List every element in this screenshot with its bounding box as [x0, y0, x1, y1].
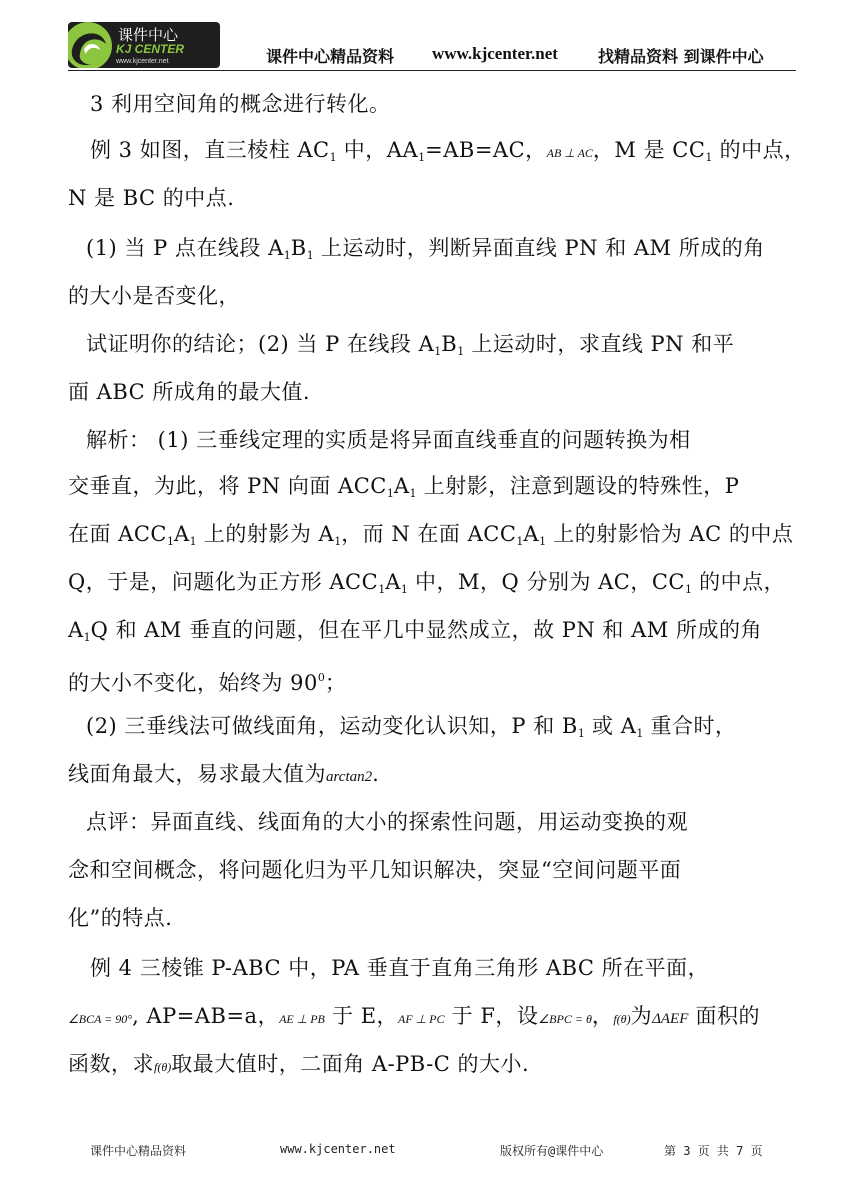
text-line: 交垂直，为此，将 PN 向面 $ACC_1A_1$ 上射影，注意到题设的特殊性，P: [68, 474, 740, 500]
logo-kj-text: KJ CENTER: [116, 42, 185, 56]
text-line: 试证明你的结论；(2) 当 P 在线段 $A_1B_1$ 上运动时，求直线 PN 和平: [86, 332, 735, 358]
header-title-url[interactable]: www.kjcenter.net: [432, 44, 558, 63]
math-expression: arctan2: [326, 769, 373, 785]
math-expression: f(θ): [613, 1012, 631, 1026]
page-header: [0, 0, 860, 76]
text-line: 化”的特点.: [68, 906, 173, 930]
math-expression: f(θ): [154, 1060, 172, 1074]
logo-url-text: www.kjcenter.net: [116, 58, 169, 65]
footer-url[interactable]: www.kjcenter.net: [280, 1142, 396, 1156]
text-line: 线面角最大，易求最大值为arctan2.: [68, 762, 380, 786]
text-line: 点评：异面直线、线面角的大小的探索性问题，用运动变换的观: [86, 810, 688, 834]
header-title-right: 找精品资料 到课件中心: [598, 47, 764, 66]
logo-chinese-text: 课件中心: [118, 26, 179, 44]
text-line: 解析： (1) 三垂线定理的实质是将异面直线垂直的问题转换为相: [86, 428, 691, 452]
text-line: $A_1Q$ 和 AM 垂直的问题，但在平几中显然成立，故 PN 和 AM 所成的角: [68, 618, 762, 644]
text-line: 函数，求f(θ)取最大值时，二面角 A-PB-C 的大小.: [68, 1052, 530, 1076]
page-footer: [0, 1138, 860, 1168]
text-line: 例 3 如图，直三棱柱 $AC_1$ 中，$AA_1=AB=AC$，AB ⊥ AC，M 是 $CC_1$ 的中点，: [90, 138, 806, 164]
text-line: (1) 当 P 点在线段 $A_1B_1$ 上运动时，判断异面直线 PN 和 AM 所成的角: [86, 236, 765, 262]
math-expression: ΔAEF: [652, 1011, 689, 1027]
text-line: ∠BCA = 90°, AP=AB=a，AE ⊥ PB 于 E，AF ⊥ PC 于 F，设∠BPC = θ，f(θ)为ΔAEF 面积的: [68, 1004, 761, 1028]
math-expression: AB ⊥ AC: [546, 146, 593, 160]
footer-left: 课件中心精品资料: [90, 1144, 187, 1158]
text-line: 面 ABC 所成角的最大值.: [68, 380, 311, 404]
header-title-left: 课件中心精品资料: [266, 47, 395, 66]
footer-copyright: 版权所有@课件中心: [500, 1144, 604, 1158]
text-line: 3 利用空间角的概念进行转化。: [90, 92, 391, 116]
logo-swirl-icon: [68, 22, 114, 68]
math-expression: AE ⊥ PB: [279, 1012, 325, 1026]
text-line: 在面 $ACC_1A_1$ 上的射影为 $A_1$，而 N 在面 $ACC_1A_1$ 上的射影恰为 AC 的中点: [68, 522, 794, 548]
math-expression: AF ⊥ PC: [398, 1012, 445, 1026]
header-divider: [68, 70, 796, 71]
text-line: Q，于是，问题化为正方形 $ACC_1A_1$ 中，M，Q 分别为 AC，$CC_1$ 的中点，: [68, 570, 786, 596]
text-line: (2) 三垂线法可做线面角，运动变化认识知，P 和 $B_1$ 或 $A_1$ 重合时，: [86, 714, 737, 740]
text-line: 例 4 三棱锥 P-ABC 中，PA 垂直于直角三角形 ABC 所在平面，: [90, 956, 710, 980]
text-line: 的大小不变化，始终为 $90^0$；: [68, 671, 347, 695]
text-line: 念和空间概念，将问题化归为平几知识解决，突显“空间问题平面: [68, 858, 682, 882]
footer-page-number: 第 3 页 共 7 页: [664, 1144, 763, 1158]
math-expression: ∠BPC = θ: [538, 1012, 592, 1026]
text-line: 的大小是否变化，: [68, 284, 240, 308]
text-line: N 是 BC 的中点.: [68, 186, 235, 210]
math-expression: ∠BCA = 90°: [68, 1012, 133, 1026]
